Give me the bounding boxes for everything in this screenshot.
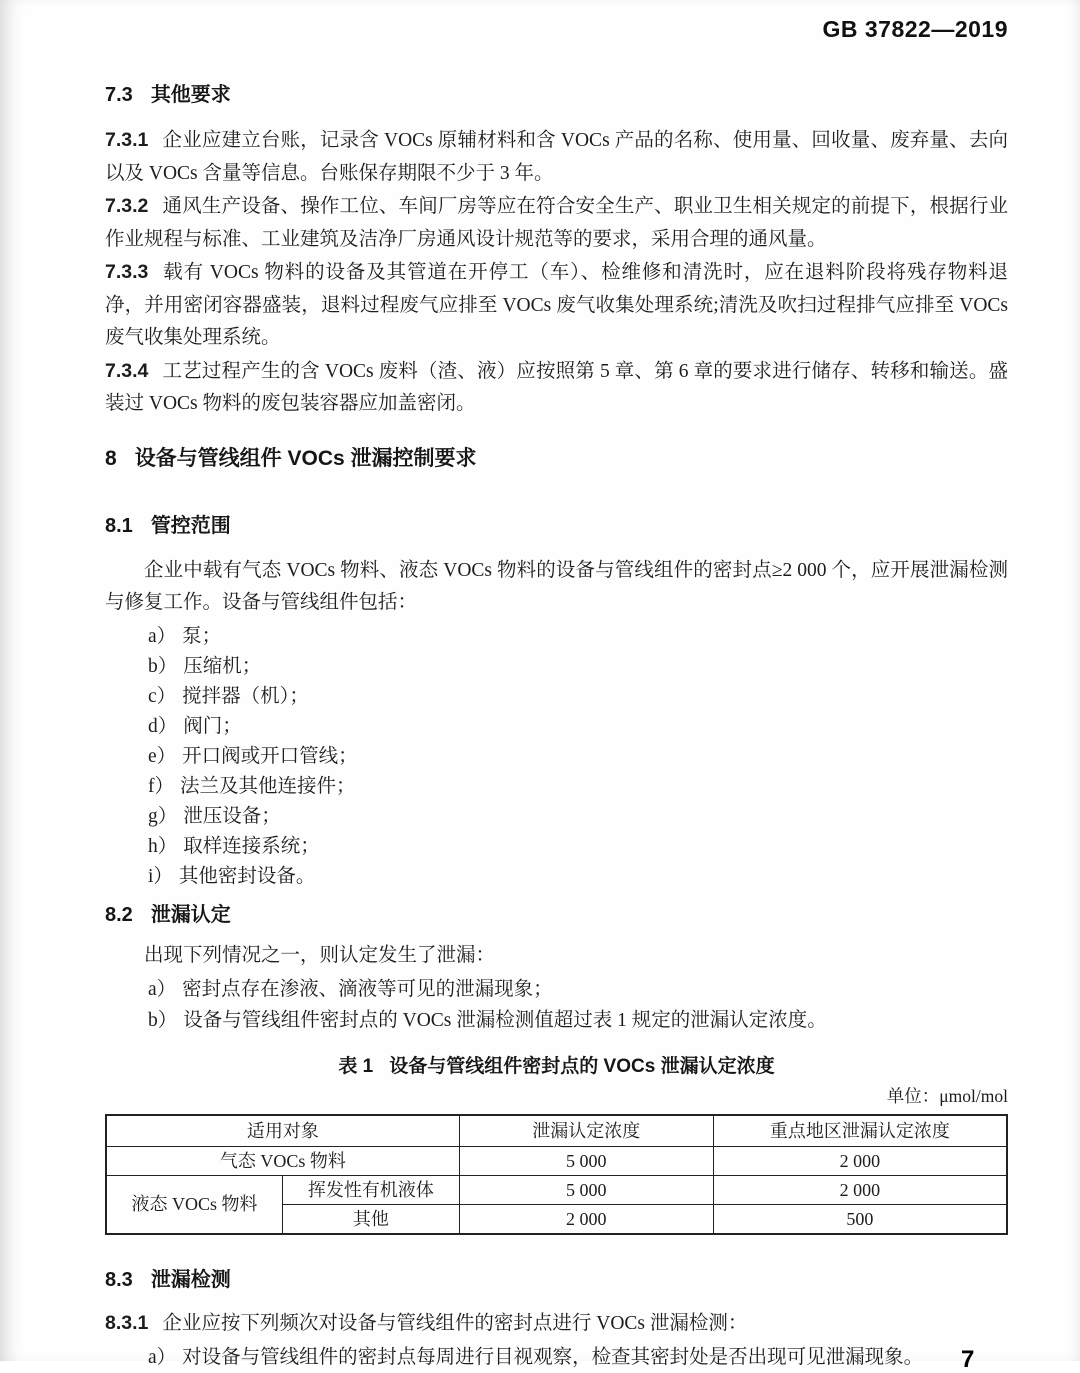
table-cell-volatile-concentration: 5 000 xyxy=(459,1175,713,1204)
heading-8-title: 设备与管线组件 VOCs 泄漏控制要求 xyxy=(134,446,477,470)
list-item-label: g） xyxy=(148,805,178,827)
list-item-exceed-table1 xyxy=(148,1005,1008,1036)
list-item-pump xyxy=(148,622,1008,652)
clause-7-3-2 xyxy=(105,190,1008,256)
table-cell-other-label: 其他 xyxy=(283,1204,460,1234)
list-item-label: a） xyxy=(148,625,177,647)
list-item-flange xyxy=(148,772,1008,802)
table-cell-gas-label: 气态 VOCs 物料 xyxy=(106,1146,459,1175)
table-cell-other-concentration: 2 000 xyxy=(459,1204,713,1234)
heading-8-1 xyxy=(105,513,1008,539)
heading-8-3 xyxy=(105,1267,1008,1293)
clause-7-3-4-number: 7.3.4 xyxy=(105,359,149,382)
list-item-text: 压缩机； xyxy=(183,655,262,677)
list-item-label: i） xyxy=(148,865,173,887)
list-item-label: e） xyxy=(148,745,177,767)
clause-8-3-1-number: 8.3.1 xyxy=(105,1311,149,1334)
table-header-key-region: 重点地区泄漏认定浓度 xyxy=(713,1115,1007,1147)
heading-8-1-number: 8.1 xyxy=(105,514,133,537)
table-header-row xyxy=(106,1115,1007,1147)
clause-7-3-2-number: 7.3.2 xyxy=(105,195,149,217)
list-item-text: 取样连接系统； xyxy=(183,835,320,857)
clause-8-3-1 xyxy=(105,1307,1008,1340)
heading-8-number: 8 xyxy=(105,446,117,470)
list-item-text: 法兰及其他连接件； xyxy=(180,775,356,797)
heading-7-3-number: 7.3 xyxy=(105,84,133,106)
clause-7-3-1-text: 企业应建立台账，记录含 VOCs 原辅材料和含 VOCs 产品的名称、使用量、回收量、废弃量、去向以及 VOCs 含量等信息。台账保存期限不少于 3 年。 xyxy=(105,130,1008,184)
clause-7-3-2-text: 通风生产设备、操作工位、车间厂房等应在符合安全生产、职业卫生相关规定的前提下，根据行业作业规程与标准、工业建筑及洁净厂房通风设计规范等的要求，采用合理的通风量。 xyxy=(105,196,1008,250)
paragraph-8-1-scope: 企业中载有气态 VOCs 物料、液态 VOCs 物料的设备与管线组件的密封点≥2 000 个，应开展泄漏检测与修复工作。设备与管线组件包括： xyxy=(105,559,1008,613)
table-row-gas xyxy=(106,1146,1007,1175)
table-cell-other-key-region: 500 xyxy=(713,1204,1007,1234)
paragraph-8-2-intro: 出现下列情况之一，则认定发生了泄漏： xyxy=(144,944,496,966)
clause-7-3-4 xyxy=(105,355,1008,421)
list-item-text: 设备与管线组件密封点的 VOCs 泄漏检测值超过表 1 规定的泄漏认定浓度。 xyxy=(183,1009,827,1031)
clause-7-3-1 xyxy=(105,124,1008,190)
list-item-text: 密封点存在渗液、滴液等可见的泄漏现象； xyxy=(182,978,553,1000)
equipment-component-list xyxy=(105,622,1008,892)
list-item-text: 泵； xyxy=(182,625,222,647)
list-item-label: h） xyxy=(148,835,178,857)
clause-7-3-3-text: 载有 VOCs 物料的设备及其管道在开停工（车）、检维修和清洗时，应在退料阶段将残存物料退净，并用密闭容器盛装，退料过程废气应排至 VOCs 废气收集处理系统;清洗及吹扫过程排气应排至 VOCs 废气收集处理系统。 xyxy=(105,262,1008,348)
table-1-unit: 单位：μmol/mol xyxy=(886,1085,1008,1106)
heading-8-3-title: 泄漏检测 xyxy=(150,1268,231,1291)
clause-7-3-1-number: 7.3.1 xyxy=(105,129,149,151)
list-item-open-valve-line xyxy=(148,742,1008,772)
leak-concentration-table xyxy=(105,1114,1008,1235)
list-item-visible-leak xyxy=(148,974,1008,1005)
table-cell-liquid-label: 液态 VOCs 物料 xyxy=(106,1175,283,1234)
table-header-concentration: 泄漏认定浓度 xyxy=(459,1115,713,1147)
heading-8 xyxy=(105,445,1008,473)
heading-8-2-number: 8.2 xyxy=(105,903,133,926)
clause-7-3-3-number: 7.3.3 xyxy=(105,261,149,283)
table-1-caption-label: 表 1 xyxy=(338,1055,374,1077)
table-header-object: 适用对象 xyxy=(106,1115,459,1147)
list-item-text: 搅拌器（机）； xyxy=(182,685,309,707)
leak-determination-list xyxy=(105,974,1008,1036)
list-item-sampling-system xyxy=(148,832,1008,862)
standard-code: GB 37822—2019 xyxy=(822,16,1008,42)
table-cell-gas-concentration: 5 000 xyxy=(459,1146,713,1175)
list-item-label: f） xyxy=(148,775,174,797)
leak-detection-list xyxy=(105,1342,1008,1373)
list-item-text: 阀门； xyxy=(183,715,242,737)
heading-8-2 xyxy=(105,902,1008,928)
table-cell-volatile-key-region: 2 000 xyxy=(713,1175,1007,1204)
list-item-label: a） xyxy=(148,1346,177,1368)
list-item-text: 其他密封设备。 xyxy=(178,865,316,887)
list-item-valve xyxy=(148,712,1008,742)
heading-7-3-title: 其他要求 xyxy=(150,84,231,106)
clause-7-3-4-text: 工艺过程产生的含 VOCs 废料（渣、液）应按照第 5 章、第 6 章的要求进行储存、转移和输送。盛装过 VOCs 物料的废包装容器应加盖密闭。 xyxy=(105,360,1008,414)
table-1-caption xyxy=(105,1054,1008,1080)
list-item-other-sealed xyxy=(148,862,1008,892)
list-item-agitator xyxy=(148,682,1008,712)
list-item-text: 泄压设备； xyxy=(183,805,281,827)
page-number-partial xyxy=(961,1346,995,1373)
page-number: 7 xyxy=(961,1346,975,1373)
list-item-label: c） xyxy=(148,685,177,707)
list-item-label: a） xyxy=(148,978,177,1000)
list-item-label: d） xyxy=(148,715,178,737)
heading-8-1-title: 管控范围 xyxy=(150,514,231,537)
table-1-caption-title: 设备与管线组件密封点的 VOCs 泄漏认定浓度 xyxy=(389,1055,775,1077)
list-item-pressure-relief xyxy=(148,802,1008,832)
table-cell-gas-key-region: 2 000 xyxy=(713,1146,1007,1175)
clause-8-3-1-text: 企业应按下列频次对设备与管线组件的密封点进行 VOCs 泄漏检测： xyxy=(162,1312,748,1334)
list-item-label: b） xyxy=(148,1009,178,1031)
table-cell-volatile-label: 挥发性有机液体 xyxy=(283,1175,460,1204)
heading-7-3 xyxy=(105,82,1008,108)
list-item-label: b） xyxy=(148,655,178,677)
table-row-volatile-liquid xyxy=(106,1175,1007,1204)
heading-8-2-title: 泄漏认定 xyxy=(150,903,231,926)
list-item-weekly-visual xyxy=(148,1342,1008,1373)
list-item-text: 对设备与管线组件的密封点每周进行目视观察，检查其密封处是否出现可见泄漏现象。 xyxy=(182,1346,924,1368)
clause-7-3-3 xyxy=(105,256,1008,355)
heading-8-3-number: 8.3 xyxy=(105,1268,133,1291)
list-item-compressor xyxy=(148,652,1008,682)
list-item-text: 开口阀或开口管线； xyxy=(182,745,358,767)
